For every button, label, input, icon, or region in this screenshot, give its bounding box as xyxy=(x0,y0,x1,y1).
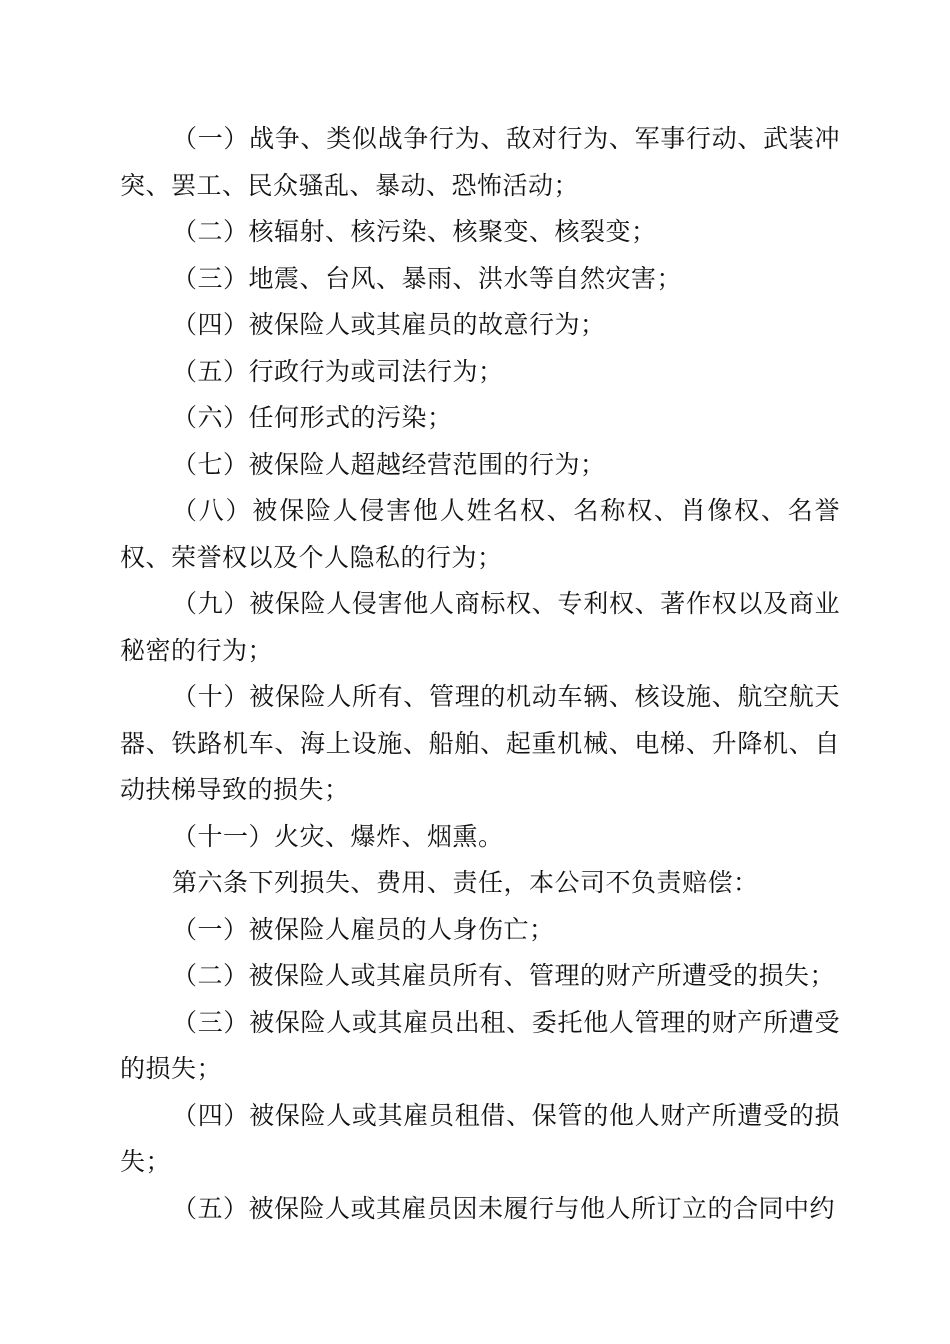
paragraph-exclusion-fire: （十一）火灾、爆炸、烟熏。 xyxy=(172,821,504,851)
document-body xyxy=(120,116,840,1232)
paragraph-exclusion-personality-rights: （八）被保险人侵害他人姓名权、名称权、肖像权、名誉权、荣誉权以及个人隐私的行为； xyxy=(120,496,840,572)
paragraph-loss-owned-property: （二）被保险人或其雇员所有、管理的财产所遭受的损失； xyxy=(172,961,836,990)
paragraph-exclusion-natural-disaster: （三）地震、台风、暴雨、洪水等自然灾害； xyxy=(172,263,683,293)
paragraph-article-six: 第六条下列损失、费用、责任，本公司不负责赔偿： xyxy=(172,868,759,897)
paragraph-exclusion-beyond-scope: （七）被保险人超越经营范围的行为； xyxy=(172,449,606,479)
paragraph-exclusion-administrative-act: （五）行政行为或司法行为； xyxy=(172,356,504,386)
paragraph-loss-borrowed-property: （四）被保险人或其雇员租借、保管的他人财产所遭受的损失； xyxy=(120,1100,840,1176)
paragraph-exclusion-intellectual-property: （九）被保险人侵害他人商标权、专利权、著作权以及商业秘密的行为； xyxy=(120,589,840,665)
paragraph-exclusion-war: （一）战争、类似战争行为、敌对行为、军事行动、武装冲突、罢工、民众骚乱、暴动、恐怖活动； xyxy=(120,124,840,200)
paragraph-loss-leased-property: （三）被保险人或其雇员出租、委托他人管理的财产所遭受的损失； xyxy=(120,1007,840,1083)
paragraph-loss-contract-breach: （五）被保险人或其雇员因未履行与他人所订立的合同中约 xyxy=(172,1193,836,1223)
paragraph-exclusion-nuclear: （二）核辐射、核污染、核聚变、核裂变； xyxy=(172,217,657,246)
paragraph-exclusion-intentional-act: （四）被保险人或其雇员的故意行为； xyxy=(172,310,606,339)
paragraph-loss-employee-injury: （一）被保险人雇员的人身伤亡； xyxy=(172,914,555,944)
paragraph-exclusion-vehicles-equipment: （十）被保险人所有、管理的机动车辆、核设施、航空航天器、铁路机车、海上设施、船舶、起重机械、电梯、升降机、自动扶梯导致的损失； xyxy=(120,682,840,804)
paragraph-exclusion-pollution: （六）任何形式的污染； xyxy=(172,403,453,432)
